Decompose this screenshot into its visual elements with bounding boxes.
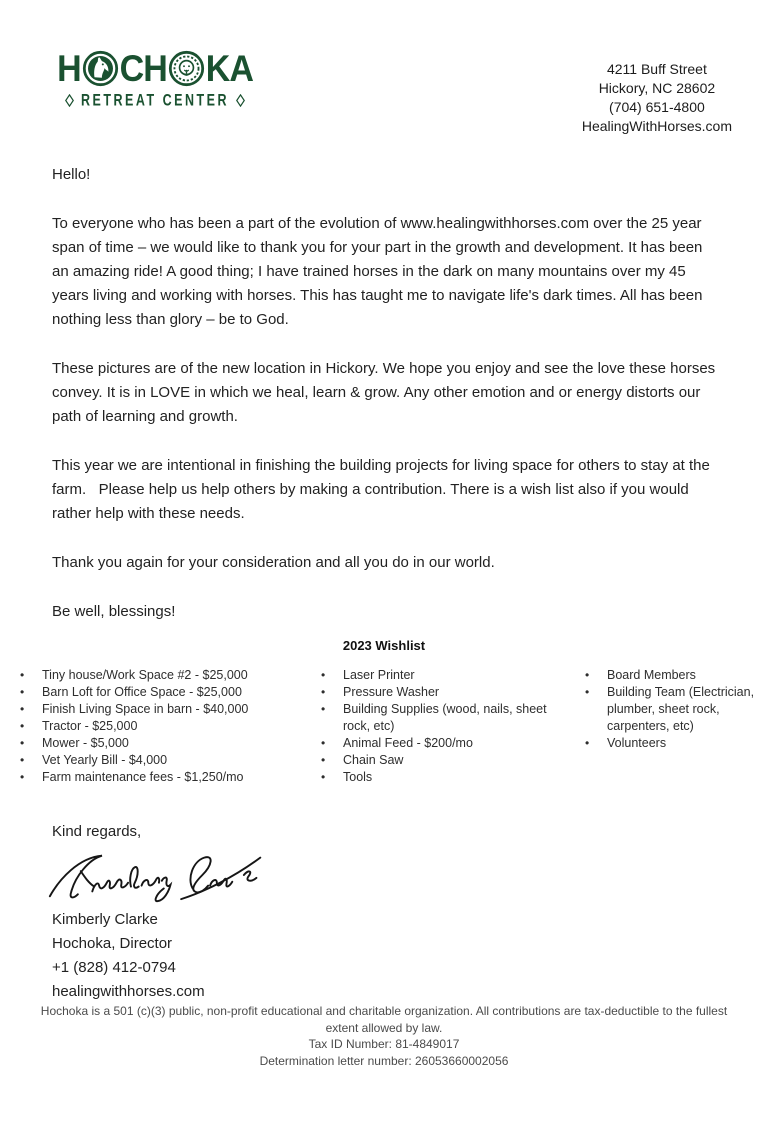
- wishlist-item: • Mower - $5,000: [17, 735, 307, 752]
- wishlist-item: • Board Members: [582, 667, 768, 684]
- sender-title: Hochoka, Director: [52, 935, 173, 952]
- wishlist-title: 2023 Wishlist: [342, 638, 426, 653]
- closing-block: [52, 820, 268, 1004]
- wishlist-column-3: [582, 667, 768, 752]
- paragraph-pictures: These pictures are of the new location in Hickory. We hope you enjoy and see the love these horses convey. It is in LOVE in which we heal, learn & grow. Any other emotion and or energy distorts our path of learning and growth.: [52, 360, 720, 425]
- wishlist-item: • Pressure Washer: [318, 684, 563, 701]
- logo-wordmark: [55, 47, 255, 90]
- footer-determination-number: Determination letter number: 26053660002056: [259, 1053, 509, 1068]
- paragraph-projects: This year we are intentional in finishing the building projects for living space for others to stay at the farm. Please help us help others by making a contribution. There is a wish list also if you would rather help with these needs.: [52, 457, 715, 522]
- letter-body: [52, 163, 720, 624]
- wishlist-item: • Chain Saw: [318, 752, 563, 769]
- address-street: 4211 Buff Street: [606, 61, 707, 77]
- address-city: Hickory, NC 28602: [598, 80, 716, 96]
- wishlist-item: • Volunteers: [582, 735, 768, 752]
- wishlist-item: • Barn Loft for Office Space - $25,000: [17, 684, 307, 701]
- wishlist-item: • Laser Printer: [318, 667, 563, 684]
- paragraph-farewell: Be well, blessings!: [52, 603, 176, 620]
- letterhead-address: [582, 60, 732, 136]
- wishlist-column-1: [17, 667, 307, 786]
- wishlist-item: • Tiny house/Work Space #2 - $25,000: [17, 667, 307, 684]
- logo-text-ch: CH: [119, 47, 167, 90]
- diamond-icon: [65, 94, 74, 107]
- logo-text-h: H: [57, 47, 81, 90]
- sender-name: Kimberly Clarke: [52, 911, 158, 928]
- paragraph-thanks: Thank you again for your consideration and all you do in our world.: [52, 554, 495, 571]
- hochoka-logo: [55, 47, 255, 110]
- footer-tax-id: Tax ID Number: 81-4849017: [308, 1037, 460, 1051]
- footer-nonprofit-statement: Hochoka is a 501 (c)(3) public, non-profit educational and charitable organization. All contributions are tax-deductible to the fullest extent allowed by law.: [40, 1004, 728, 1035]
- wishlist-column-2: [318, 667, 563, 786]
- closing-salutation: Kind regards,: [52, 823, 142, 840]
- wishlist-item: • Animal Feed - $200/mo: [318, 735, 563, 752]
- sender-website: healingwithhorses.com: [52, 983, 205, 1000]
- logo-tagline-text: RETREAT CENTER: [81, 90, 229, 110]
- diamond-icon: [236, 94, 245, 107]
- address-website: HealingWithHorses.com: [581, 118, 732, 134]
- wishlist-item: • Tools: [318, 769, 563, 786]
- wishlist-item: • Finish Living Space in barn - $40,000: [17, 701, 307, 718]
- greeting: Hello!: [52, 166, 91, 183]
- wishlist-item: • Farm maintenance fees - $1,250/mo: [17, 769, 307, 786]
- sender-phone: +1 (828) 412-0794: [52, 959, 176, 976]
- lion-face-icon: [168, 50, 205, 87]
- signature-block: [52, 908, 268, 1004]
- paragraph-evolution: To everyone who has been a part of the evolution of www.healingwithhorses.com over the 25 year span of time – we would like to thank you for your part in the growth and development. It has been an amazing ride! A good thing; I have trained horses in the dark on many mountains over my 45 years living and working with horses. This has taught me to navigate life's dark times. All has been nothing less than glory – be to God.: [52, 215, 707, 328]
- logo-text-ka: KA: [205, 47, 253, 90]
- logo-tagline: [55, 90, 255, 110]
- wishlist-item: • Building Supplies (wood, nails, sheet rock, etc): [318, 701, 563, 735]
- handwritten-signature: [46, 846, 268, 904]
- footer: [0, 1003, 768, 1069]
- wishlist-item: • Vet Yearly Bill - $4,000: [17, 752, 307, 769]
- horse-head-icon: [82, 50, 119, 87]
- address-phone: (704) 651-4800: [609, 99, 705, 115]
- wishlist-item: • Building Team (Electrician, plumber, sheet rock, carpenters, etc): [582, 684, 768, 735]
- wishlist-item: • Tractor - $25,000: [17, 718, 307, 735]
